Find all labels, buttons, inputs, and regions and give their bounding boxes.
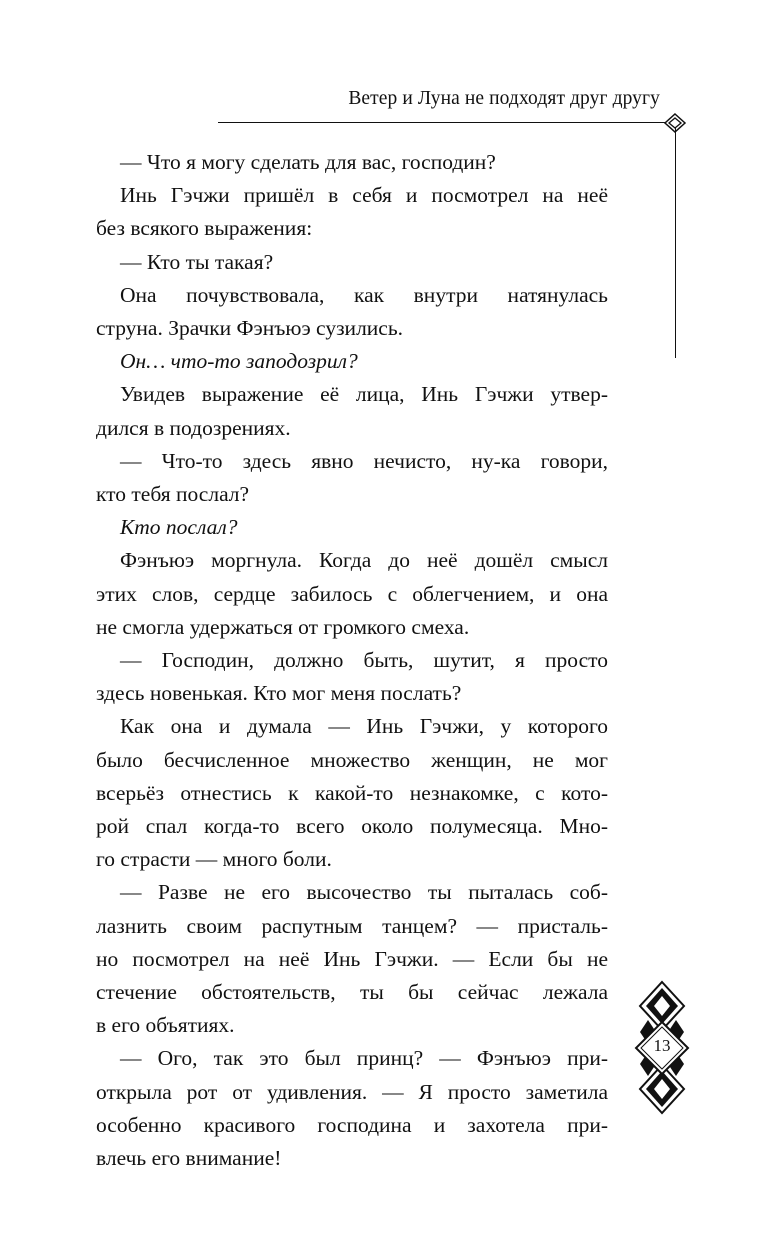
text-line: струна. Зрачки Фэнъюэ сузились. — [96, 316, 404, 341]
text-line: — Что-то здесь явно нечисто, ну-ка говори, — [120, 448, 608, 473]
paragraph — [96, 146, 608, 179]
side-rule — [675, 128, 676, 358]
text-line: без всякого выражения: — [96, 216, 313, 241]
text-line: этих слов, сердце забилось с облегчением, и она — [96, 581, 608, 606]
page-number: 13 — [653, 1036, 671, 1055]
paragraph — [96, 710, 608, 876]
text-line: всерьёз отнестись к какой-то незнакомке, с кото- — [96, 780, 608, 805]
text-line: было бесчисленное множество женщин, не мог — [96, 747, 608, 772]
text-line: но посмотрел на неё Инь Гэчжи. — Если бы не — [96, 946, 608, 971]
paragraph — [96, 876, 608, 1042]
paragraph — [96, 445, 608, 511]
text-line: стечение обстоятельств, ты бы сейчас лежала — [96, 980, 608, 1005]
text-line: Он… что-то заподозрил? — [120, 349, 358, 374]
paragraph-italic — [96, 511, 608, 544]
text-line: в его объятиях. — [96, 1013, 235, 1038]
text-line: влечь его внимание! — [96, 1146, 282, 1171]
paragraph — [96, 279, 608, 345]
paragraph — [96, 644, 608, 710]
text-line: Кто послал? — [120, 515, 238, 540]
paragraph — [96, 179, 608, 245]
text-line: Увидев выражение её лица, Инь Гэчжи утвер- — [120, 382, 608, 407]
text-line: Инь Гэчжи пришёл в себя и посмотрел на неё — [120, 183, 608, 208]
text-line: — Разве не его высочество ты пыталась соб- — [120, 880, 608, 905]
text-line: лазнить своим распутным танцем? — присталь- — [96, 913, 608, 938]
text-line: кто тебя послал? — [96, 482, 250, 507]
paragraph — [96, 544, 608, 644]
paragraph — [96, 1042, 608, 1175]
text-line: дился в подозрениях. — [96, 415, 291, 440]
running-head-title: Ветер и Луна не подходят друг другу — [348, 88, 660, 109]
text-line: здесь новенькая. Кто мог меня послать? — [96, 681, 462, 706]
paragraph — [96, 378, 608, 444]
text-line: — Господин, должно быть, шутит, я просто — [120, 648, 608, 673]
text-line: — Кто ты такая? — [120, 249, 274, 274]
text-line: открыла рот от удивления. — Я просто заметила — [96, 1079, 608, 1104]
text-line: особенно красивого господина и захотела при- — [96, 1112, 608, 1137]
text-line: — Ого, так это был принц? — Фэнъюэ при- — [120, 1046, 608, 1071]
text-line: го страсти — много боли. — [96, 847, 332, 872]
text-line: Как она и думала — Инь Гэчжи, у которого — [120, 714, 608, 739]
text-line: рой спал когда-то всего около полумесяца. Мно- — [96, 814, 608, 839]
text-line: Она почувствовала, как внутри натянулась — [120, 282, 608, 307]
text-line: Фэнъюэ моргнула. Когда до неё дошёл смысл — [120, 548, 608, 573]
paragraph-italic — [96, 345, 608, 378]
text-line: — Что я могу сделать для вас, господин? — [120, 150, 496, 174]
header-rule — [218, 122, 668, 123]
page-body-text — [96, 146, 608, 1175]
text-line: не смогла удержаться от громкого смеха. — [96, 614, 470, 639]
paragraph — [96, 246, 608, 279]
